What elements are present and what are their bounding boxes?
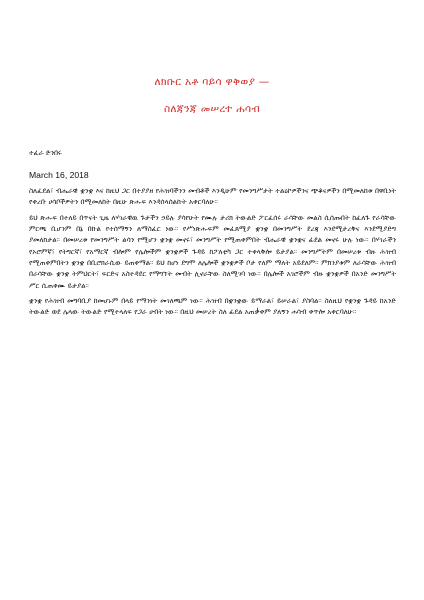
document-title: ለክቡር አቶ ባይሳ ዋቅወያ — [154,76,270,88]
author-name: ተፈራ ድንበሩ [29,149,62,157]
body-paragraph: ይህ ጽሑፍ በተለይ በጥናት ጊዜ ለሃገራዊዉ ጉታችን ኃይሉ ያሳየሁት የሙሉ ታሪክ ትውልድ ፖርፈሰሩ ራሳቸው መልስ ሲሰጡበት ከፈለጉ የራሳቸው ምርጫ ቢሆንም በኔ በኩል የተሰማኝን ለማስፈር ነው። የሥነጽሑፍም መፈጸሚያ ቋንቋ በመንግሥት ደረጃ እንደሚታረቅና እንደሚያድግ ያመለክታል። በመሠረቱ የመንግሥት ልሳን የሚሆን ቋንቋ መኖሩ፣ መንግሥት የሚጠቀምበት ብሔራዊ ቋንቋና ፊደል መኖሩ ሁሉ ነው። በሃገራችን የኦሮምኛ፣ የትግርኛ፣ የአማርኛ ብሎም የሌሎችም ቋንቋዎች ጉዳይ ከፖለቲካ ጋር ተቀላቅሎ ይታያል። መንግሥትም በመሠረቱ ብዙ ሕዝብ የሚጠቀምበትን ቋንቋ በቢሮክራሲው ይጠቀማል። ይህ ከሆነ ደግሞ ለሌሎች ቋንቋዎች ቦታ የለም ማለት አይደለም። ምክንያቱም ለራሳቸው ሕዝብ በራሳቸው ቋንቋ ትምህርት፣ ፍርድና አስተዳደር የማግኘት መብት ሊኖራቸው ስለሚገባ ነው። በሌሎች አገሮችም ብዙ ቋንቋዎች በአንድ መንግሥት ሥር ሲጠቀሙ ይታያል። [29,213,396,290]
body-paragraph: ስለፈደል፣ ብሔራዊ ቋንቋ እና ከዚህ ጋር በተያያዘ የሕዝባችንን መብቶች እንዲሁም የመንግሥታት ተልዕኮዎችንና ጭቆናዎችን በሚመለከቱ በዋቢነት የቀረቡ ሀሳቦችዎትን በሚመለከት በዚሁ ጽሑፍ እንዳሰላሰልኩት አቀርባለሁ። [29,187,396,207]
document-body [29,186,396,323]
document-subtitle: ስለጃንጃ መሠረተ ሐሳብ [163,103,261,115]
document-date: March 16, 2018 [29,170,89,180]
body-paragraph: ቋንቋ የሕዝብ መግባቢያ ከመሆኑም በላይ የማንነት መገለጫም ነው። ሕዝብ በቋንቋው ይማራል፣ ይሠራል፣ ያስባል። ስለዚህ የቋንቋ ጉዳይ ከአንድ ትውልድ ወደ ሌላው ትውልድ የሚተላለፍ የጋራ ሀብት ነው። በዚህ መሠረት ስለ ፊደል አጠቃቀም ያለኝን ሐሳብ ቀጥሎ አቀርባለሁ። [29,297,396,317]
